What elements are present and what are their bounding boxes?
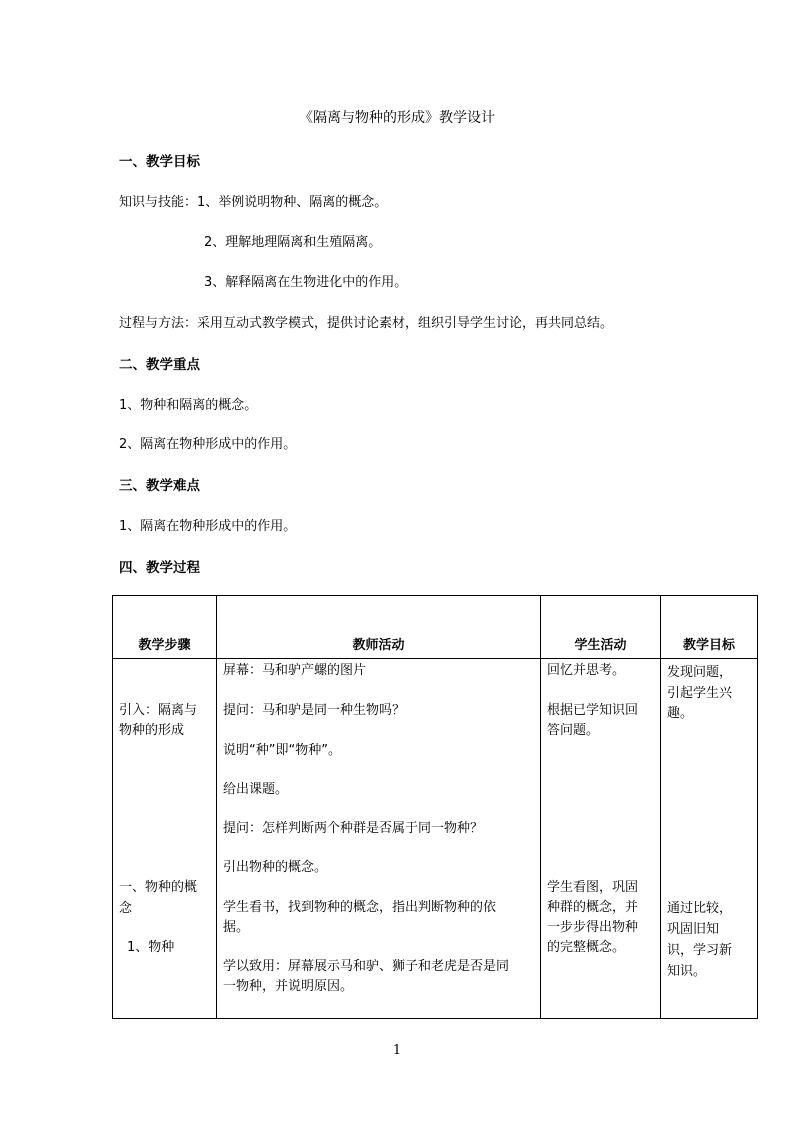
student-text: 回忆并思考。: [547, 663, 626, 678]
header-student: 学生活动: [541, 596, 661, 659]
teacher-text: 给出课题。: [223, 782, 289, 797]
knowledge-item: 3、解释隔离在生物进化中的作用。: [204, 275, 408, 290]
knowledge-label: 知识与技能：: [119, 195, 198, 210]
goal-text: 趣。: [667, 706, 694, 721]
page-number: 1: [392, 1043, 402, 1058]
table-header-row: [113, 596, 758, 659]
step-text: 物种的形成: [119, 723, 185, 738]
heading-difficulties: 三、教学难点: [119, 478, 200, 494]
teacher-text: 据。: [223, 920, 250, 935]
step-text: 一、物种的概: [119, 880, 198, 895]
document-title: 《隔离与物种的形成》教学设计: [299, 110, 495, 126]
teacher-text: 引出物种的概念。: [223, 860, 328, 875]
goal-text: 发现问题，: [667, 665, 733, 680]
student-text: 学生看图，巩固: [547, 880, 639, 895]
heading-process: 四、教学过程: [119, 560, 200, 576]
key-point-item: 2、隔离在物种形成中的作用。: [119, 437, 297, 452]
heading-key-points: 二、教学重点: [119, 357, 200, 373]
goal-text: 巩固旧知: [667, 922, 720, 937]
teacher-text: 提问：马和驴是同一种生物吗？: [223, 703, 406, 718]
process-method: 过程与方法：采用互动式教学模式，提供讨论素材，组织引导学生讨论，再共同总结。: [119, 316, 614, 331]
difficulty-item: 1、隔离在物种形成中的作用。: [119, 519, 297, 534]
key-point-item: 1、物种和隔离的概念。: [119, 398, 258, 413]
header-teacher: 教师活动: [217, 596, 541, 659]
step-text: 念: [119, 901, 133, 916]
teacher-cell: [217, 659, 541, 1019]
student-text: 种群的概念，并: [547, 900, 639, 915]
teacher-text: 学生看书，找到物种的概念，指出判断物种的依: [223, 900, 497, 915]
knowledge-line-1: [119, 191, 387, 210]
knowledge-item: 2、理解地理隔离和生殖隔离。: [204, 235, 382, 250]
student-text: 答问题。: [547, 723, 600, 738]
step-text: 引入：隔离与: [119, 703, 198, 718]
teacher-text: 提问：怎样判断两个种群是否属于同一物种？: [223, 821, 484, 836]
student-text: 根据已学知识回: [547, 703, 639, 718]
goal-text: 识，学习新: [667, 943, 733, 958]
goal-text: 通过比较，: [667, 901, 733, 916]
table-row: [113, 659, 758, 1019]
teacher-text: 屏幕：马和驴产螺的图片: [223, 663, 367, 678]
student-cell: [541, 659, 661, 1019]
heading-goals: 一、教学目标: [119, 154, 200, 170]
student-text: 一步步得出物种: [547, 920, 639, 935]
knowledge-item: 1、举例说明物种、隔离的概念。: [197, 195, 388, 210]
header-goal: 教学目标: [661, 596, 758, 659]
step-cell: [113, 659, 217, 1019]
teacher-text: 说明“种”即“物种”。: [223, 743, 341, 758]
goal-text: 知识。: [667, 964, 707, 979]
student-text: 的完整概念。: [547, 940, 626, 955]
teacher-text: 一物种，并说明原因。: [223, 979, 354, 994]
goal-text: 引起学生兴: [667, 686, 733, 701]
step-text: 1、物种: [127, 940, 175, 955]
teaching-process-table: [112, 595, 758, 1019]
teacher-text: 学以致用：屏幕展示马和驴、狮子和老虎是否是同: [223, 959, 510, 974]
header-step: 教学步骤: [113, 596, 217, 659]
goal-cell: [661, 659, 758, 1019]
